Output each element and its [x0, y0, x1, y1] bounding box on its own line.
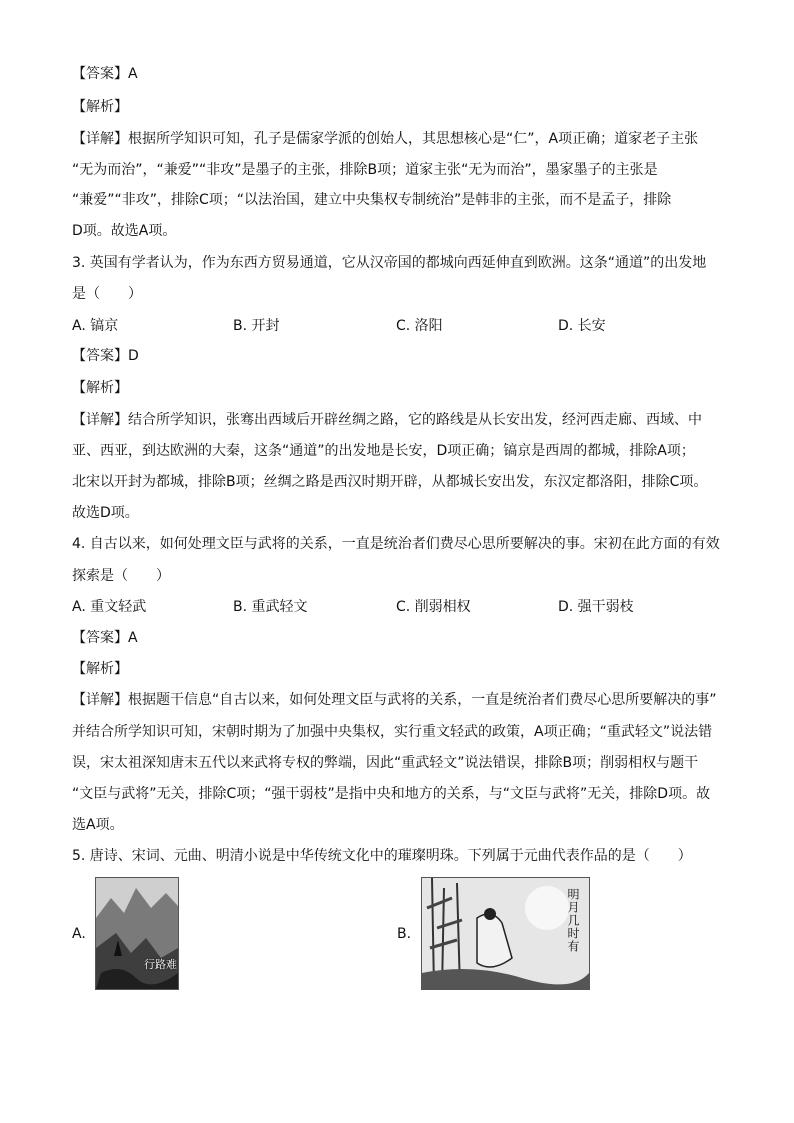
question-stem: 是（ ）: [72, 286, 142, 302]
image-caption: 行路难: [144, 958, 177, 971]
option-d: D. 长安: [558, 318, 606, 334]
detail-line: 故选D项。: [72, 505, 139, 521]
analysis-label: 【解析】: [72, 661, 128, 677]
image-caption: 明月几时有: [566, 888, 580, 953]
answer-label: 【答案】D: [72, 348, 139, 364]
detail-line: 【详解】根据题干信息“自古以来，如何处理文臣与武将的关系，一直是统治者们费尽心思所要解决的事”: [72, 692, 717, 708]
option-a: A. 镐京: [72, 318, 119, 334]
analysis-label: 【解析】: [72, 99, 128, 115]
detail-line: 误，宋太祖深知唐末五代以来武将专权的弊端，因此“重武轻文”说法错误，排除B项；削弱相权与题干: [72, 755, 699, 771]
mountain-painting-icon: [96, 878, 178, 989]
question-stem: 5. 唐诗、宋词、元曲、明清小说是中华传统文化中的璀璨明珠。下列属于元曲代表作品的是（ ）: [72, 848, 692, 864]
detail-line: D项。故选A项。: [72, 223, 177, 239]
option-c: C. 削弱相权: [396, 599, 471, 615]
detail-line: “无为而治”，“兼爱”“非攻”是墨子的主张，排除B项；道家主张“无为而治”，墨家墨子的主张是: [72, 162, 658, 178]
answer-label: 【答案】A: [72, 66, 138, 82]
detail-line: 并结合所学知识可知，宋朝时期为了加强中央集权，实行重文轻武的政策，A项正确；“重武轻文”说法错: [72, 724, 713, 740]
option-a: A. 重文轻武: [72, 599, 147, 615]
detail-line: 选A项。: [72, 817, 124, 833]
poet-painting-icon: [422, 878, 589, 989]
option-b: B. 重武轻文: [233, 599, 308, 615]
answer-label: 【答案】A: [72, 630, 138, 646]
detail-line: 【详解】根据所学知识可知，孔子是儒家学派的创始人，其思想核心是“仁”，A项正确；道家老子主张: [72, 131, 699, 147]
option-a-label: A.: [72, 926, 86, 942]
question-stem: 3. 英国有学者认为，作为东西方贸易通道，它从汉帝国的都城向西延伸直到欧洲。这条“通道”的出发地: [72, 255, 707, 271]
detail-line: 亚、西亚，到达欧洲的大秦，这条“通道”的出发地是长安，D项正确；镐京是西周的都城，排除A项；: [72, 443, 695, 459]
detail-line: “文臣与武将”无关，排除C项；“强干弱枝”是指中央和地方的关系，与“文臣与武将”无关，排除D项。故: [72, 786, 711, 802]
option-d: D. 强干弱枝: [558, 599, 634, 615]
option-b: B. 开封: [233, 318, 280, 334]
option-c: C. 洛阳: [396, 318, 443, 334]
detail-line: 【详解】结合所学知识，张骞出西域后开辟丝绸之路，它的路线是从长安出发，经河西走廊、西域、中: [72, 412, 702, 428]
question-stem: 探索是（ ）: [72, 568, 170, 584]
analysis-label: 【解析】: [72, 380, 128, 396]
option-b-label: B.: [397, 926, 412, 942]
detail-line: 北宋以开封为都城，排除B项；丝绸之路是西汉时期开辟，从都城长安出发，东汉定都洛阳，排除C项。: [72, 474, 708, 490]
option-b-image: [421, 877, 590, 990]
detail-line: “兼爱”“非攻”，排除C项；“以法治国，建立中央集权专制统治”是韩非的主张，而不是孟子，排除: [72, 192, 672, 208]
question-stem: 4. 自古以来，如何处理文臣与武将的关系，一直是统治者们费尽心思所要解决的事。宋初在此方面的有效: [72, 536, 720, 552]
option-a-image: [95, 877, 179, 990]
